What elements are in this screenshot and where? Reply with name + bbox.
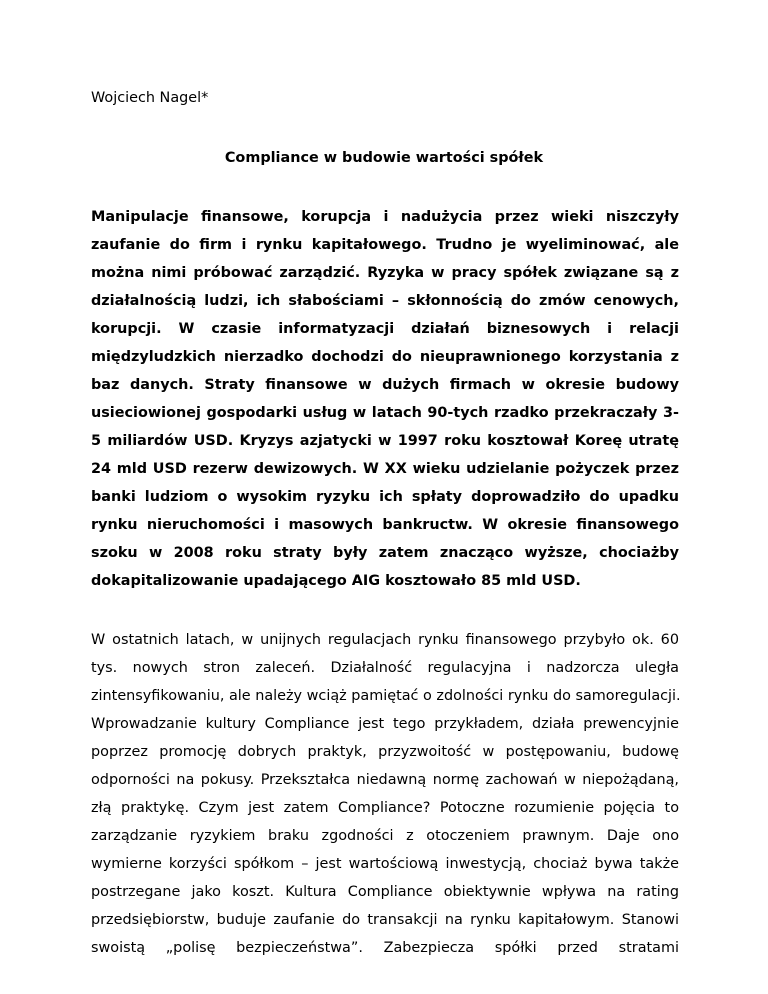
abstract-line: baz danych. Straty finansowe w dużych firmach w okresie budowy (91, 377, 679, 393)
body-line: postrzegane jako koszt. Kultura Compliance obiektywnie wpływa na rating (91, 884, 679, 900)
abstract-line: międzyludzkich nierzadko dochodzi do nieuprawnionego korzystania z (91, 349, 679, 365)
abstract-line: dokapitalizowanie upadającego AIG kosztowało 85 mld USD. (91, 573, 581, 589)
abstract-line: 5 miliardów USD. Kryzys azjatycki w 1997 roku kosztował Koreę utratę (91, 433, 679, 449)
abstract-line: szoku w 2008 roku straty były zatem znacząco wyższe, chociażby (91, 545, 679, 561)
body-line: Wprowadzanie kultury Compliance jest tego przykładem, działa prewencyjnie (91, 716, 679, 732)
abstract-line: 24 mld USD rezerw dewizowych. W XX wieku udzielanie pożyczek przez (91, 461, 679, 477)
abstract-line: korupcji. W czasie informatyzacji działań biznesowych i relacji (91, 321, 679, 337)
abstract-line: banki ludziom o wysokim ryzyku ich spłaty doprowadziło do upadku (91, 489, 679, 505)
body-line: zintensyfikowaniu, ale należy wciąż pamiętać o zdolności rynku do samoregulacji. (91, 688, 681, 704)
abstract-line: działalnością ludzi, ich słabościami – skłonnością do zmów cenowych, (91, 293, 679, 309)
body-line: W ostatnich latach, w unijnych regulacjach rynku finansowego przybyło ok. 60 (91, 632, 679, 648)
abstract-line: zaufanie do firm i rynku kapitałowego. Trudno je wyeliminować, ale (91, 237, 679, 253)
abstract-line: można nimi próbować zarządzić. Ryzyka w pracy spółek związane są z (91, 265, 679, 281)
body-line: wymierne korzyści spółkom – jest wartościową inwestycją, chociaż bywa także (91, 856, 679, 872)
document-title: Compliance w budowie wartości spółek (224, 150, 544, 166)
body-line: poprzez promocję dobrych praktyk, przyzwoitość w postępowaniu, budowę (91, 744, 679, 760)
body-line: swoistą „polisę bezpieczeństwa”. Zabezpiecza spółki przed stratami (91, 940, 679, 956)
body-line: odporności na pokusy. Przekształca niedawną normę zachowań w niepożądaną, (91, 772, 679, 788)
body-line: tys. nowych stron zaleceń. Działalność regulacyjna i nadzorcza uległa (91, 660, 679, 676)
body-line: zarządzanie ryzykiem braku zgodności z otoczeniem prawnym. Daje ono (91, 828, 679, 844)
abstract-line: rynku nieruchomości i masowych bankructw. W okresie finansowego (91, 517, 679, 533)
body-line: złą praktykę. Czym jest zatem Compliance? Potoczne rozumienie pojęcia to (91, 800, 679, 816)
body-line: przedsiębiorstw, buduje zaufanie do transakcji na rynku kapitałowym. Stanowi (91, 912, 679, 928)
abstract-line: usieciowionej gospodarki usług w latach 90-tych rzadko przekraczały 3- (91, 405, 679, 421)
abstract-line: Manipulacje finansowe, korupcja i nadużycia przez wieki niszczyły (91, 209, 679, 225)
author-name: Wojciech Nagel* (91, 90, 209, 106)
